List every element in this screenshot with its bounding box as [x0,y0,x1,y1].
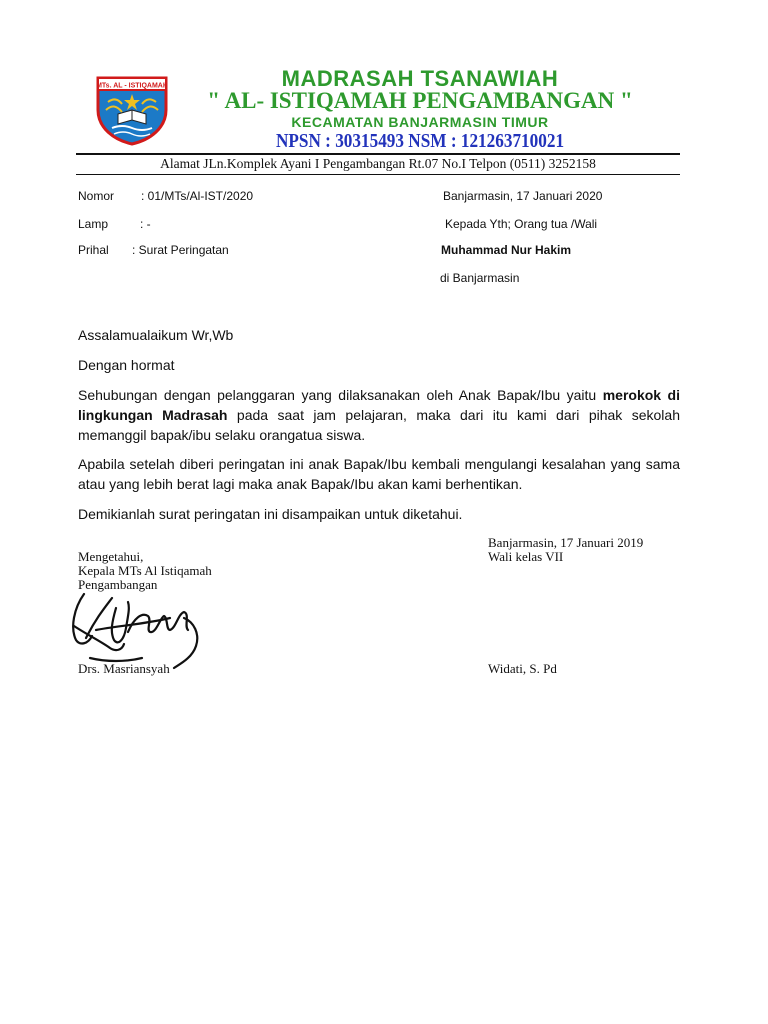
salutation: Dengan hormat [78,357,175,373]
violation-highlight: merokok di lingkungan Madrasah [78,387,680,423]
npsn-heading: NPSN : 30315493 NSM : 121263710021 [275,130,565,152]
homeroom-title: Wali kelas VII [488,549,564,564]
lamp-value: : - [140,217,151,231]
nomor-value: : 01/MTs/Al-IST/2020 [141,189,254,203]
acknowledged-label: Mengetahui, [78,549,144,564]
signature-date: Banjarmasin, 17 Januari 2019 [488,535,644,550]
nomor-label: Nomor [78,189,115,203]
school-logo [92,74,172,146]
letter-date: Banjarmasin, 17 Januari 2020 [443,189,603,203]
recipient-intro: Kepada Yth; Orang tua /Wali [445,217,598,231]
paragraph-violation-start: Sehubungan dengan pelanggaran yang dilaksanakan oleh Anak Bapak/Ibu yaitu [78,387,603,403]
principal-place: Pengambangan [78,577,158,592]
recipient-place: di Banjarmasin [440,271,520,285]
paragraph-closing: Demikianlah surat peringatan ini disampaikan untuk diketahui. [78,506,463,522]
recipient-name: Muhammad Nur Hakim [441,243,572,257]
school-address: Alamat JLn.Komplek Ayani I Pengambangan Rt.07 No.I Telpon (0511) 3252158 [160,156,596,171]
paragraph-violation [78,385,680,445]
prihal-label: Prihal [78,243,109,257]
paragraph-warning: Apabila setelah diberi peringatan ini anak Bapak/Ibu kembali mengulangi kesalahan yang sama atau yang lebih berat lagi maka anak Bapak/Ibu akan kami berhentikan. [78,456,680,492]
prihal-value: : Surat Peringatan [132,243,229,257]
principal-name: Drs. Masriansyah [78,661,170,676]
district-heading: KECAMATAN BANJARMASIN TIMUR [291,114,549,130]
svg-text:MTs. AL - ISTIQAMAH: MTs. AL - ISTIQAMAH [96,82,168,90]
principal-title: Kepala MTs Al Istiqamah [78,563,212,578]
header-rule-bottom [76,174,680,175]
paragraph-violation-end: pada saat jam pelajaran, maka dari itu kami dari pihak sekolah memanggil bapak/ibu selaku orangatua siswa. [78,407,680,443]
header-rule-top [76,153,680,155]
school-type-heading: MADRASAH TSANAWIAH [281,66,559,91]
greeting: Assalamualaikum Wr,Wb [78,327,234,343]
principal-signature [66,588,208,672]
school-name-heading: " AL- ISTIQAMAH PENGAMBANGAN " [207,88,633,113]
homeroom-teacher-name: Widati, S. Pd [488,661,557,676]
lamp-label: Lamp [78,217,109,231]
